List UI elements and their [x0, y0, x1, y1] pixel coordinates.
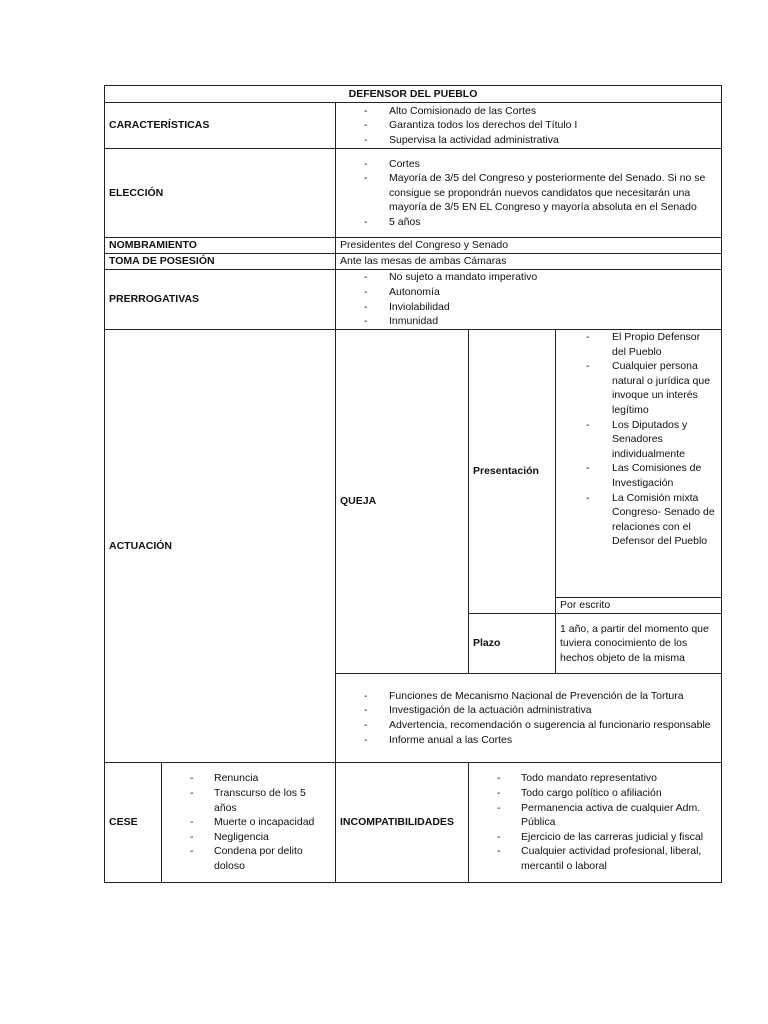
value-toma-posesion: Ante las mesas de ambas Cámaras — [336, 254, 722, 270]
list-item: - Advertencia, recomendación o sugerencia al funcionario responsable — [340, 718, 717, 733]
list-item: - Todo cargo político o afiliación — [473, 786, 717, 801]
list-item: - Negligencia — [166, 830, 331, 845]
funciones-cell — [336, 674, 722, 763]
value-plazo: 1 año, a partir del momento que tuviera conocimiento de los hechos objeto de la misma — [556, 614, 722, 674]
list-item: - Informe anual a las Cortes — [340, 733, 717, 748]
value-presentacion-form: Por escrito — [556, 598, 722, 614]
table-title: DEFENSOR DEL PUEBLO — [105, 86, 722, 103]
label-caracteristicas: CARACTERÍSTICAS — [105, 103, 336, 149]
list-item: - Funciones de Mecanismo Nacional de Prevención de la Tortura — [340, 689, 717, 704]
list-item: - Condena por delito doloso — [166, 844, 331, 873]
row-caracteristicas — [105, 103, 722, 149]
list-item: - Mayoría de 3/5 del Congreso y posteriormente del Senado. Si no se consigue se propondrán nuevos candidatos que necesitarán una mayoría de 3/5 EN EL Congreso y mayoría absoluta en el Senado — [340, 171, 717, 215]
list-item: - Permanencia activa de cualquier Adm. Pública — [473, 801, 717, 830]
list-item: - El Propio Defensor del Pueblo — [560, 330, 717, 359]
row-eleccion — [105, 149, 722, 238]
row-toma-posesion — [105, 254, 722, 270]
list-item: - 5 años — [340, 215, 717, 230]
value-nombramiento: Presidentes del Congreso y Senado — [336, 238, 722, 254]
incompatibilidades-list — [473, 771, 717, 873]
list-item: - Cualquier actividad profesional, liberal, mercantil o laboral — [473, 844, 717, 873]
label-plazo: Plazo — [469, 614, 556, 674]
list-item: - Inviolabilidad — [340, 300, 717, 315]
funciones-list — [340, 689, 717, 747]
row-actuacion-presentacion — [105, 330, 722, 598]
label-incompatibilidades: INCOMPATIBILIDADES — [336, 763, 469, 883]
label-toma-posesion: TOMA DE POSESIÓN — [105, 254, 336, 270]
caracteristicas-list — [340, 104, 717, 148]
list-item: - Cortes — [340, 157, 717, 172]
list-item: - Garantiza todos los derechos del Título I — [340, 118, 717, 133]
list-item: - Cualquier persona natural o jurídica que invoque un interés legítimo — [560, 359, 717, 417]
value-prerrogativas — [336, 270, 722, 330]
label-presentacion: Presentación — [469, 330, 556, 614]
label-prerrogativas: PRERROGATIVAS — [105, 270, 336, 330]
list-item: - Investigación de la actuación administrativa — [340, 703, 717, 718]
value-eleccion — [336, 149, 722, 238]
list-item: - Supervisa la actividad administrativa — [340, 133, 717, 148]
list-item: - Autonomía — [340, 285, 717, 300]
list-item: - Alto Comisionado de las Cortes — [340, 104, 717, 119]
value-caracteristicas — [336, 103, 722, 149]
list-item: - Renuncia — [166, 771, 331, 786]
list-item: - No sujeto a mandato imperativo — [340, 270, 717, 285]
title-row — [105, 86, 722, 103]
row-nombramiento — [105, 238, 722, 254]
list-item: - Ejercicio de las carreras judicial y fiscal — [473, 830, 717, 845]
incompatibilidades-cell — [469, 763, 722, 883]
row-cese — [105, 763, 722, 883]
label-nombramiento: NOMBRAMIENTO — [105, 238, 336, 254]
list-item: - Inmunidad — [340, 314, 717, 329]
eleccion-list — [340, 157, 717, 230]
label-queja: QUEJA — [336, 330, 469, 674]
list-item: - Transcurso de los 5 años — [166, 786, 331, 815]
label-eleccion: ELECCIÓN — [105, 149, 336, 238]
cese-cell — [162, 763, 336, 883]
row-prerrogativas — [105, 270, 722, 330]
list-item: - La Comisión mixta Congreso- Senado de relaciones con el Defensor del Pueblo — [560, 491, 717, 549]
list-item: - Muerte o incapacidad — [166, 815, 331, 830]
prerrogativas-list — [340, 270, 717, 328]
label-actuacion: ACTUACIÓN — [105, 330, 336, 763]
presentacion-list — [560, 330, 717, 549]
cese-list — [166, 771, 331, 873]
presentacion-cell — [556, 330, 722, 598]
defensor-table — [104, 85, 722, 883]
list-item: - Los Diputados y Senadores individualmente — [560, 418, 717, 462]
label-cese: CESE — [105, 763, 162, 883]
list-item: - Todo mandato representativo — [473, 771, 717, 786]
list-item: - Las Comisiones de Investigación — [560, 461, 717, 490]
